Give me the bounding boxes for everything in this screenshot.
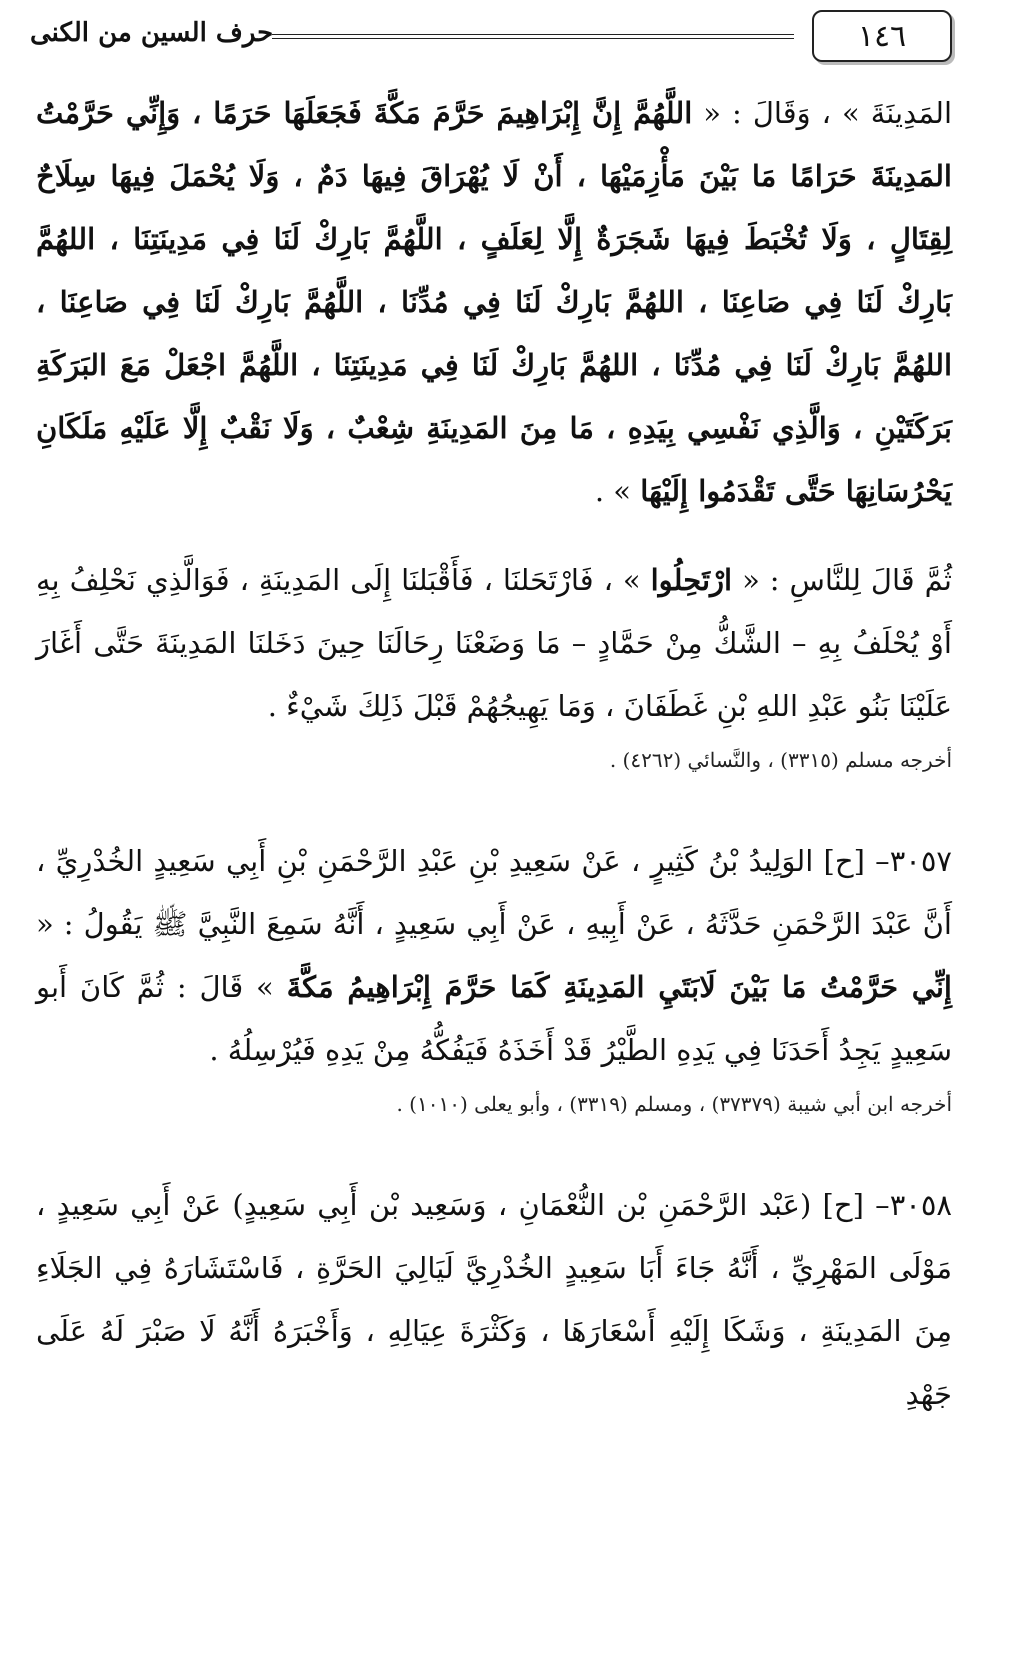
quoted-hadith-text: ارْتَحِلُوا bbox=[650, 563, 733, 597]
text-segment: ثُمَّ قَالَ لِلنَّاسِ : « bbox=[732, 563, 952, 597]
text-segment: المَدِينَةَ » ، وَقَالَ : « bbox=[692, 96, 952, 130]
hadith-text bbox=[36, 1174, 952, 1426]
page-number-box bbox=[812, 10, 952, 62]
text-segment: – [ح] (عَبْد الرَّحْمَنِ بْن النُّعْمَانِ ، وَسَعِيد بْن أَبِي سَعِيدٍ) عَنْ أَبِي سَعِيدٍ ، مَوْلَى المَهْرِيِّ ، أَنَّهُ جَاءَ أَبَا سَعِيدٍ الخُدْرِيَّ لَيَالِيَ الحَرَّةِ ، فَاسْتَشَارَهُ فِي الجَلَاءِ مِنَ المَدِينَةِ ، وَشَكَا إِلَيْهِ أَسْعَارَهَا ، وَكَثْرَةَ عِيَالِهِ ، وَأَخْبَرَهُ أَنَّهُ لَا صَبْرَ لَهُ عَلَى جَهْدِ bbox=[36, 1188, 952, 1411]
hadith-continuation bbox=[36, 82, 952, 780]
quoted-hadith-text: اللَّهُمَّ إِنَّ إِبْرَاهِيمَ حَرَّمَ مَكَّةَ فَجَعَلَهَا حَرَمًا ، وَإِنِّي حَرَّمْتُ المَدِينَةَ حَرَامًا مَا بَيْنَ مَأْزِمَيْهَا ، أَنْ لَا يُهْرَاقَ فِيهَا دَمٌ ، وَلَا يُحْمَلَ فِيهَا سِلَاحٌ لِقِتَالٍ ، وَلَا تُخْبَطَ فِيهَا شَجَرَةٌ إِلَّا لِعَلَفٍ ، اللَّهُمَّ بَارِكْ لَنَا فِي مَدِينَتِنَا ، اللهُمَّ بَارِكْ لَنَا فِي صَاعِنَا ، اللهُمَّ بَارِكْ لَنَا فِي مُدِّنَا ، اللَّهُمَّ بَارِكْ لَنَا فِي صَاعِنَا ، اللهُمَّ بَارِكْ لَنَا فِي مُدِّنَا ، اللهُمَّ بَارِكْ لَنَا فِي مَدِينَتِنَا ، اللَّهُمَّ اجْعَلْ مَعَ البَرَكَةِ بَرَكَتَيْنِ ، وَالَّذِي نَفْسِي بِيَدِهِ ، مَا مِنَ المَدِينَةِ شِعْبٌ ، وَلَا نَقْبٌ إِلَّا عَلَيْهِ مَلَكَانِ يَحْرُسَانِهَا حَتَّى تَقْدَمُوا إِلَيْهَا bbox=[36, 96, 952, 508]
text-segment: » ، فَارْتَحَلنَا ، فَأَقْبَلنَا إِلَى المَدِينَةِ ، فَوَالَّذِي نَحْلِفُ بِهِ أَوْ يُحْلَفُ بِهِ – الشَّكُّ مِنْ حَمَّادٍ – مَا وَضَعْنَا رِحَالَنَا حِينَ دَخَلنَا المَدِينَةَ حَتَّى أَغَارَ عَلَيْنَا بَنُو عَبْدِ اللهِ بْنِ غَطَفَانَ ، وَمَا يَهِيجُهُمْ قَبْلَ ذَلِكَ شَيْءٌ . bbox=[36, 563, 952, 723]
hadith-3057 bbox=[36, 830, 952, 1124]
page-number: ١٤٦ bbox=[857, 18, 907, 54]
quoted-hadith-text: إِنِّي حَرَّمْتُ مَا بَيْنَ لَابَتَيِ المَدِينَةِ كَمَا حَرَّمَ إِبْرَاهِيمُ مَكَّةَ bbox=[286, 970, 952, 1004]
page-header bbox=[30, 8, 952, 60]
hadith-number: ٣٠٥٨ bbox=[889, 1188, 952, 1222]
paragraph-prophetic-saying bbox=[36, 82, 952, 523]
header-rule bbox=[272, 34, 794, 39]
text-segment: – [ح] الوَلِيدُ بْنُ كَثِيرٍ ، عَنْ سَعِيدِ بْنِ عَبْدِ الرَّحْمَنِ بْنِ أَبِي سَعِيدٍ الخُدْرِيِّ ، أَنَّ عَبْدَ الرَّحْمَنِ حَدَّثَهُ ، عَنْ أَبِيهِ ، عَنْ أَبِي سَعِيدٍ ، أَنَّهُ سَمِعَ النَّبِيَّ ﷺ يَقُولُ : « bbox=[36, 844, 952, 941]
running-title: حرف السين من الكنى bbox=[30, 18, 274, 48]
page-body bbox=[36, 82, 952, 1444]
paragraph-narration bbox=[36, 549, 952, 738]
takhrij-note: أخرجه ابن أبي شيبة (٣٧٣٧٩) ، ومسلم (٣٣١٩) ، وأبو يعلى (١٠١٠) . bbox=[396, 1092, 952, 1116]
takhrij-note: أخرجه مسلم (٣٣١٥) ، والنَّسائي (٤٢٦٢) . bbox=[609, 748, 952, 772]
text-segment: » . bbox=[594, 474, 641, 508]
text-segment: » قَالَ : ثُمَّ كَانَ أَبو سَعِيدٍ يَجِدُ أَحَدَنَا فِي يَدِهِ الطَّيْرُ قَدْ أَخَذَهُ فَيَفُكُّهُ مِنْ يَدِهِ فَيُرْسِلُهُ . bbox=[36, 970, 952, 1067]
hadith-number: ٣٠٥٧ bbox=[889, 844, 952, 878]
hadith-3058 bbox=[36, 1174, 952, 1426]
hadith-text bbox=[36, 830, 952, 1082]
